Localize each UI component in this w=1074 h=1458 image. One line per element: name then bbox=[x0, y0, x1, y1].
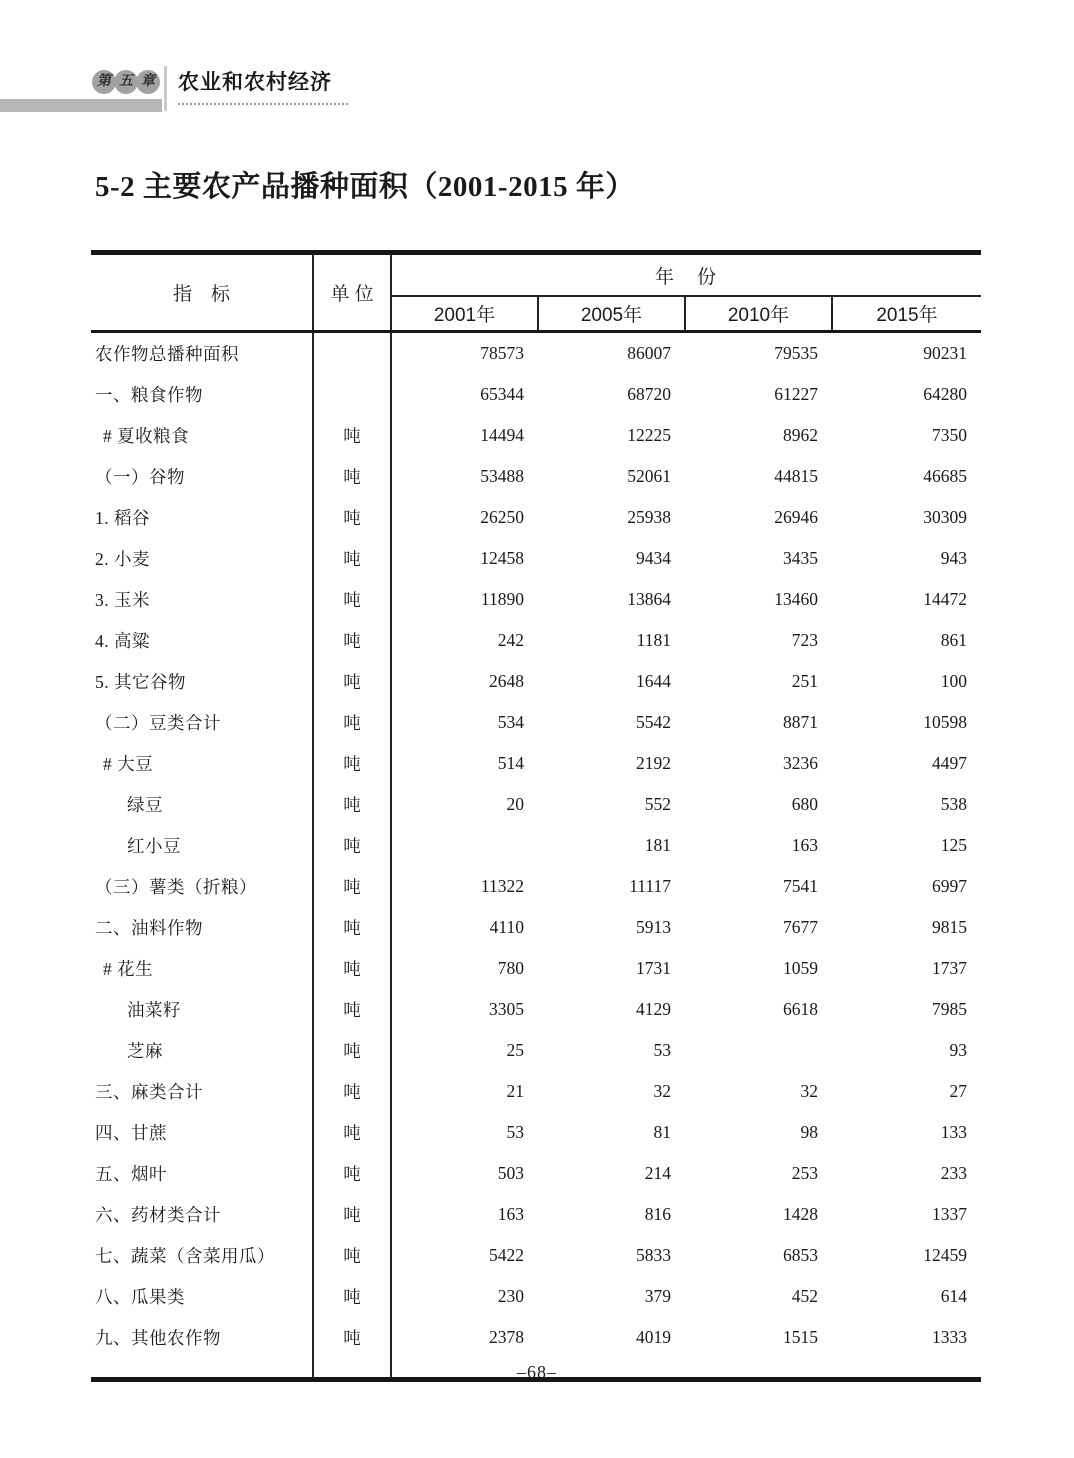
row-value: 12458 bbox=[480, 548, 524, 568]
table-row bbox=[91, 538, 981, 579]
table-row bbox=[91, 1194, 981, 1235]
row-value: 1515 bbox=[783, 1327, 818, 1347]
header-gray-bar bbox=[0, 99, 162, 112]
row-unit: 吨 bbox=[313, 825, 391, 866]
row-value: 68720 bbox=[627, 384, 671, 404]
row-unit: 吨 bbox=[313, 784, 391, 825]
row-unit: 吨 bbox=[313, 1030, 391, 1071]
table-row bbox=[91, 332, 981, 375]
page-number: –68– bbox=[517, 1362, 557, 1382]
row-value: 614 bbox=[940, 1286, 968, 1306]
table-row bbox=[91, 784, 981, 825]
chapter-badge-char: 第 bbox=[92, 70, 116, 94]
row-value: 100 bbox=[940, 671, 968, 691]
row-indicator: 1. 稻谷 bbox=[91, 497, 313, 538]
row-value: 44815 bbox=[774, 466, 818, 486]
table-row bbox=[91, 948, 981, 989]
row-indicator: 五、烟叶 bbox=[91, 1153, 313, 1194]
row-value: 32 bbox=[653, 1081, 671, 1101]
row-unit: 吨 bbox=[313, 1235, 391, 1276]
row-indicator: 3. 玉米 bbox=[91, 579, 313, 620]
row-value: 53488 bbox=[480, 466, 524, 486]
row-value: 680 bbox=[791, 794, 818, 814]
row-indicator: 九、其他农作物 bbox=[91, 1317, 313, 1358]
row-value: 25 bbox=[506, 1040, 524, 1060]
row-value: 6853 bbox=[783, 1245, 818, 1265]
row-indicator: 绿豆 bbox=[91, 784, 313, 825]
table-row bbox=[91, 743, 981, 784]
row-indicator: 四、甘蔗 bbox=[91, 1112, 313, 1153]
header-year-2005: 2005年 bbox=[538, 296, 685, 332]
row-indicator: 油菜籽 bbox=[91, 989, 313, 1030]
row-indicator: 5. 其它谷物 bbox=[91, 661, 313, 702]
row-unit: 吨 bbox=[313, 907, 391, 948]
row-value: 61227 bbox=[774, 384, 818, 404]
row-unit: 吨 bbox=[313, 579, 391, 620]
row-value: 5422 bbox=[489, 1245, 524, 1265]
row-value: 5913 bbox=[636, 917, 671, 937]
row-indicator: 六、药材类合计 bbox=[91, 1194, 313, 1235]
table-row bbox=[91, 374, 981, 415]
row-value: 79535 bbox=[774, 343, 818, 363]
row-indicator: 八、瓜果类 bbox=[91, 1276, 313, 1317]
row-value: 4129 bbox=[636, 999, 671, 1019]
row-indicator: （三）薯类（折粮） bbox=[91, 866, 313, 907]
row-value: 514 bbox=[497, 753, 524, 773]
row-value: 503 bbox=[497, 1163, 524, 1183]
table-row bbox=[91, 989, 981, 1030]
section-title: 农业和农村经济 bbox=[178, 71, 348, 105]
row-value: 6618 bbox=[783, 999, 818, 1019]
row-value: 1337 bbox=[932, 1204, 968, 1224]
row-value: 11117 bbox=[629, 876, 671, 896]
row-value: 98 bbox=[800, 1122, 818, 1142]
row-value: 379 bbox=[644, 1286, 671, 1306]
row-value: 1059 bbox=[783, 958, 818, 978]
row-value: 4497 bbox=[932, 753, 968, 773]
row-indicator: # 花生 bbox=[91, 948, 313, 989]
row-value: 25938 bbox=[627, 507, 671, 527]
table-row bbox=[91, 1112, 981, 1153]
row-indicator: 三、麻类合计 bbox=[91, 1071, 313, 1112]
row-value: 163 bbox=[497, 1204, 524, 1224]
row-value: 46685 bbox=[923, 466, 968, 486]
row-indicator: 一、粮食作物 bbox=[91, 374, 313, 415]
row-unit: 吨 bbox=[313, 1112, 391, 1153]
row-unit bbox=[313, 374, 391, 415]
row-value: 81 bbox=[653, 1122, 671, 1142]
row-indicator: # 大豆 bbox=[91, 743, 313, 784]
row-value: 1731 bbox=[636, 958, 671, 978]
row-value: 78573 bbox=[480, 343, 524, 363]
row-value: 8871 bbox=[783, 712, 818, 732]
row-value: 27 bbox=[949, 1081, 968, 1101]
row-value: 253 bbox=[791, 1163, 818, 1183]
row-value: 65344 bbox=[480, 384, 524, 404]
table-row bbox=[91, 825, 981, 866]
row-value: 53 bbox=[506, 1122, 524, 1142]
row-value: 10598 bbox=[923, 712, 968, 732]
row-value: 723 bbox=[791, 630, 818, 650]
table-row bbox=[91, 415, 981, 456]
row-value: 11322 bbox=[480, 876, 524, 896]
row-unit: 吨 bbox=[313, 1317, 391, 1358]
header-year-group: 年 份 bbox=[391, 253, 981, 297]
table-body bbox=[91, 332, 981, 1380]
row-value: 3305 bbox=[489, 999, 524, 1019]
row-value: 7350 bbox=[932, 425, 968, 445]
row-value: 7541 bbox=[783, 876, 818, 896]
row-value: 93 bbox=[949, 1040, 968, 1060]
header-divider bbox=[164, 66, 167, 111]
row-value: 14494 bbox=[480, 425, 524, 445]
row-value: 14472 bbox=[923, 589, 968, 609]
table-row bbox=[91, 1030, 981, 1071]
row-unit bbox=[313, 332, 391, 375]
row-value: 230 bbox=[497, 1286, 524, 1306]
row-unit: 吨 bbox=[313, 497, 391, 538]
header-indicator: 指 标 bbox=[91, 253, 313, 332]
row-value: 5833 bbox=[636, 1245, 671, 1265]
row-value: 8962 bbox=[783, 425, 818, 445]
table-row bbox=[91, 702, 981, 743]
row-unit: 吨 bbox=[313, 1071, 391, 1112]
header-year-2010: 2010年 bbox=[685, 296, 832, 332]
header-year-2015: 2015年 bbox=[832, 296, 981, 332]
chapter-badge-char: 章 bbox=[136, 70, 160, 94]
row-value: 1181 bbox=[636, 630, 671, 650]
row-indicator: 红小豆 bbox=[91, 825, 313, 866]
row-value: 7677 bbox=[783, 917, 818, 937]
row-value: 780 bbox=[497, 958, 524, 978]
row-value: 133 bbox=[940, 1122, 968, 1142]
row-value: 21 bbox=[506, 1081, 524, 1101]
row-value: 13460 bbox=[774, 589, 818, 609]
row-value: 64280 bbox=[923, 384, 968, 404]
row-value: 214 bbox=[644, 1163, 671, 1183]
table-row bbox=[91, 497, 981, 538]
chapter-badge-char: 五 bbox=[114, 70, 138, 94]
row-unit: 吨 bbox=[313, 989, 391, 1030]
table-row bbox=[91, 456, 981, 497]
row-value bbox=[391, 825, 538, 866]
row-indicator: 农作物总播种面积 bbox=[91, 332, 313, 375]
row-value: 125 bbox=[940, 835, 968, 855]
row-value: 9815 bbox=[932, 917, 968, 937]
row-value: 11890 bbox=[480, 589, 524, 609]
row-value: 3435 bbox=[783, 548, 818, 568]
row-value: 251 bbox=[791, 671, 818, 691]
row-value: 181 bbox=[644, 835, 671, 855]
row-value: 233 bbox=[940, 1163, 968, 1183]
header-year-2001: 2001年 bbox=[433, 305, 496, 326]
row-value: 32 bbox=[800, 1081, 818, 1101]
table-row bbox=[91, 620, 981, 661]
row-value: 452 bbox=[791, 1286, 818, 1306]
row-value: 2648 bbox=[489, 671, 524, 691]
row-value: 6997 bbox=[932, 876, 968, 896]
row-value: 242 bbox=[497, 630, 524, 650]
table-row bbox=[91, 1235, 981, 1276]
row-value: 2378 bbox=[489, 1327, 524, 1347]
row-indicator: 4. 高粱 bbox=[91, 620, 313, 661]
row-value: 12459 bbox=[923, 1245, 968, 1265]
table-row bbox=[91, 1317, 981, 1358]
row-value: 1737 bbox=[932, 958, 968, 978]
row-unit: 吨 bbox=[313, 702, 391, 743]
row-value: 7985 bbox=[932, 999, 968, 1019]
row-value: 2192 bbox=[636, 753, 671, 773]
row-value: 90231 bbox=[923, 343, 968, 363]
row-unit: 吨 bbox=[313, 538, 391, 579]
row-value: 943 bbox=[940, 548, 968, 568]
row-value: 816 bbox=[644, 1204, 671, 1224]
row-value: 53 bbox=[653, 1040, 671, 1060]
header-unit: 单 位 bbox=[313, 253, 391, 332]
row-value: 9434 bbox=[636, 548, 671, 568]
row-value: 13864 bbox=[627, 589, 671, 609]
table-header bbox=[91, 253, 981, 332]
row-indicator: 七、蔬菜（含菜用瓜） bbox=[91, 1235, 313, 1276]
row-value: 3236 bbox=[783, 753, 818, 773]
table-row bbox=[91, 907, 981, 948]
table-row bbox=[91, 1153, 981, 1194]
row-indicator: （一）谷物 bbox=[91, 456, 313, 497]
row-unit: 吨 bbox=[313, 743, 391, 784]
row-unit: 吨 bbox=[313, 866, 391, 907]
row-unit: 吨 bbox=[313, 456, 391, 497]
row-unit: 吨 bbox=[313, 415, 391, 456]
row-value: 4019 bbox=[636, 1327, 671, 1347]
row-value: 30309 bbox=[923, 507, 968, 527]
row-value: 534 bbox=[497, 712, 524, 732]
row-value: 538 bbox=[940, 794, 968, 814]
row-value: 26946 bbox=[774, 507, 818, 527]
row-unit: 吨 bbox=[313, 620, 391, 661]
row-indicator: # 夏收粮食 bbox=[91, 415, 313, 456]
table-row bbox=[91, 866, 981, 907]
row-value: 4110 bbox=[489, 917, 524, 937]
row-value: 20 bbox=[506, 794, 524, 814]
row-unit: 吨 bbox=[313, 1153, 391, 1194]
page-title: 5-2 主要农产品播种面积（2001-2015 年） bbox=[95, 171, 635, 203]
row-value: 552 bbox=[644, 794, 671, 814]
row-value: 12225 bbox=[627, 425, 671, 445]
row-indicator: 芝麻 bbox=[91, 1030, 313, 1071]
table-row bbox=[91, 1071, 981, 1112]
row-unit: 吨 bbox=[313, 1276, 391, 1317]
table-row bbox=[91, 661, 981, 702]
row-value: 1644 bbox=[636, 671, 671, 691]
table-row bbox=[91, 579, 981, 620]
row-unit: 吨 bbox=[313, 948, 391, 989]
row-value: 1333 bbox=[932, 1327, 968, 1347]
row-value: 86007 bbox=[627, 343, 671, 363]
row-indicator: （二）豆类合计 bbox=[91, 702, 313, 743]
row-value: 861 bbox=[940, 630, 968, 650]
row-value: 52061 bbox=[627, 466, 671, 486]
row-value: 5542 bbox=[636, 712, 671, 732]
row-unit: 吨 bbox=[313, 1194, 391, 1235]
table-row bbox=[91, 1276, 981, 1317]
row-value: 1428 bbox=[783, 1204, 818, 1224]
row-unit: 吨 bbox=[313, 661, 391, 702]
row-value bbox=[685, 1030, 832, 1071]
row-indicator: 二、油料作物 bbox=[91, 907, 313, 948]
row-indicator: 2. 小麦 bbox=[91, 538, 313, 579]
statistics-table bbox=[91, 250, 981, 1382]
row-value: 163 bbox=[791, 835, 818, 855]
chapter-badge bbox=[92, 70, 158, 94]
row-value: 26250 bbox=[480, 507, 524, 527]
